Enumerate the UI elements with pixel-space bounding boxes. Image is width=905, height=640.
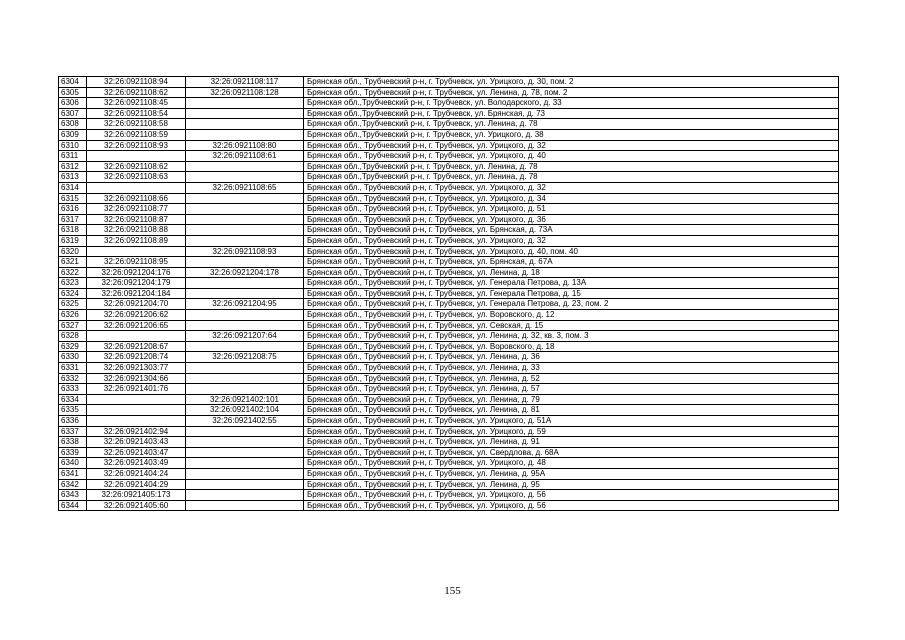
related-cadastral-number-cell: 32:26:0921108:65 (186, 182, 304, 193)
table-row (59, 267, 839, 278)
address-cell: Брянская обл., Трубчевский р-н, г. Трубчевск, ул. Урицкого, д. 36 (304, 214, 839, 225)
table-row (59, 172, 839, 183)
table-row (59, 352, 839, 363)
cadastral-number-cell: 32:26:0921403:43 (87, 437, 186, 448)
cadastral-number-cell: 32:26:0921304:66 (87, 373, 186, 384)
row-number-cell: 6335 (59, 405, 87, 416)
related-cadastral-number-cell (186, 235, 304, 246)
related-cadastral-number-cell (186, 341, 304, 352)
row-number-cell: 6328 (59, 331, 87, 342)
address-cell: Брянская обл.,Трубчевский р-н, г. Трубчевск, ул. Брянская, д. 73 (304, 108, 839, 119)
address-cell: Брянская обл., Трубчевский р-н, г. Трубчевск, ул. Севская, д. 15 (304, 320, 839, 331)
address-cell: Брянская обл., Трубчевский р-н, г. Трубчевск, ул. Урицкого, д. 34 (304, 193, 839, 204)
address-cell: Брянская обл., Трубчевский р-н, г. Трубчевск, ул. Ленина, д. 79 (304, 394, 839, 405)
row-number-cell: 6309 (59, 129, 87, 140)
table-row (59, 341, 839, 352)
cadastral-number-cell: 32:26:0921403:49 (87, 458, 186, 469)
cadastral-number-cell (87, 416, 186, 427)
table-row (59, 288, 839, 299)
address-cell: Брянская обл., Трубчевский р-н, г. Трубчевск, ул. Брянская, д. 73А (304, 225, 839, 236)
row-number-cell: 6321 (59, 257, 87, 268)
table-row (59, 278, 839, 289)
related-cadastral-number-cell (186, 490, 304, 501)
table-row (59, 193, 839, 204)
cadastral-number-cell: 32:26:0921206:65 (87, 320, 186, 331)
address-cell: Брянская обл., Трубчевский р-н, г. Трубчевск, ул. Ленина, д. 81 (304, 405, 839, 416)
address-cell: Брянская обл., Трубчевский р-н, г. Трубчевск, ул. Ленина, д. 78, пом. 2 (304, 87, 839, 98)
related-cadastral-number-cell (186, 161, 304, 172)
row-number-cell: 6314 (59, 182, 87, 193)
related-cadastral-number-cell: 32:26:0921207:64 (186, 331, 304, 342)
row-number-cell: 6327 (59, 320, 87, 331)
address-cell: Брянская обл., Трубчевский р-н, г. Трубчевск, ул. Урицкого, д. 32 (304, 182, 839, 193)
cadastral-number-cell: 32:26:0921108:66 (87, 193, 186, 204)
cadastral-number-cell: 32:26:0921108:62 (87, 161, 186, 172)
table-row (59, 246, 839, 257)
related-cadastral-number-cell (186, 193, 304, 204)
cadastral-number-cell: 32:26:0921204:184 (87, 288, 186, 299)
cadastral-number-cell: 32:26:0921108:63 (87, 172, 186, 183)
row-number-cell: 6330 (59, 352, 87, 363)
table-body (59, 77, 839, 511)
row-number-cell: 6306 (59, 98, 87, 109)
address-cell: Брянская обл., Трубчевский р-н, г. Трубчевск, ул. Урицкого, д. 30, пом. 2 (304, 77, 839, 88)
address-cell: Брянская обл., Трубчевский р-н, г. Трубчевск, ул. Урицкого, д. 56 (304, 490, 839, 501)
row-number-cell: 6329 (59, 341, 87, 352)
cadastral-number-cell: 32:26:0921405:173 (87, 490, 186, 501)
row-number-cell: 6344 (59, 500, 87, 511)
address-cell: Брянская обл., Трубчевский р-н, г. Трубчевск, ул. Ленина, д. 95А (304, 468, 839, 479)
related-cadastral-number-cell (186, 108, 304, 119)
related-cadastral-number-cell (186, 225, 304, 236)
related-cadastral-number-cell (186, 468, 304, 479)
cadastral-number-cell: 32:26:0921402:94 (87, 426, 186, 437)
address-cell: Брянская обл., Трубчевский р-н, г. Трубчевск, ул. Урицкого, д. 40 (304, 151, 839, 162)
related-cadastral-number-cell (186, 172, 304, 183)
row-number-cell: 6308 (59, 119, 87, 130)
related-cadastral-number-cell: 32:26:0921402:55 (186, 416, 304, 427)
row-number-cell: 6323 (59, 278, 87, 289)
cadastral-number-cell: 32:26:0921108:59 (87, 129, 186, 140)
cadastral-number-cell: 32:26:0921108:87 (87, 214, 186, 225)
table-row (59, 182, 839, 193)
address-cell: Брянская обл., Трубчевский р-н, г. Трубчевск, ул. Урицкого, д. 51А (304, 416, 839, 427)
table-row (59, 299, 839, 310)
table-row (59, 320, 839, 331)
row-number-cell: 6334 (59, 394, 87, 405)
cadastral-number-cell: 32:26:0921108:62 (87, 87, 186, 98)
row-number-cell: 6310 (59, 140, 87, 151)
address-cell: Брянская обл.,Трубчевский р-н, г. Трубчевск, ул. Урицкого, д. 38 (304, 129, 839, 140)
cadastral-number-cell: 32:26:0921404:24 (87, 468, 186, 479)
cadastral-number-cell: 32:26:0921108:95 (87, 257, 186, 268)
cadastral-number-cell: 32:26:0921405:60 (87, 500, 186, 511)
row-number-cell: 6312 (59, 161, 87, 172)
address-cell: Брянская обл., Трубчевский р-н, г. Трубчевск, ул. Брянская, д. 67А (304, 257, 839, 268)
table-row (59, 394, 839, 405)
table-row (59, 490, 839, 501)
cadastral-number-cell (87, 405, 186, 416)
address-cell: Брянская обл., Трубчевский р-н, г. Трубчевск, ул. Урицкого, д. 32 (304, 140, 839, 151)
related-cadastral-number-cell (186, 426, 304, 437)
table-row (59, 129, 839, 140)
row-number-cell: 6324 (59, 288, 87, 299)
row-number-cell: 6338 (59, 437, 87, 448)
cadastral-number-cell: 32:26:0921208:74 (87, 352, 186, 363)
related-cadastral-number-cell (186, 204, 304, 215)
address-cell: Брянская обл., Трубчевский р-н, г. Трубчевск, ул. Ленина, д. 33 (304, 363, 839, 374)
related-cadastral-number-cell: 32:26:0921108:117 (186, 77, 304, 88)
table-row (59, 161, 839, 172)
related-cadastral-number-cell (186, 129, 304, 140)
address-cell: Брянская обл., Трубчевский р-н, г. Трубчевск, ул. Ленина, д. 18 (304, 267, 839, 278)
table-row (59, 151, 839, 162)
address-cell: Брянская обл., Трубчевский р-н, г. Трубчевск, ул. Генерала Петрова, д. 13А (304, 278, 839, 289)
related-cadastral-number-cell (186, 500, 304, 511)
table-row (59, 331, 839, 342)
cadastral-number-cell: 32:26:0921206:62 (87, 310, 186, 321)
address-cell: Брянская обл., Трубчевский р-н, г. Трубчевск, ул. Ленина, д. 95 (304, 479, 839, 490)
related-cadastral-number-cell (186, 373, 304, 384)
table-row (59, 416, 839, 427)
cadastral-number-cell (87, 331, 186, 342)
row-number-cell: 6304 (59, 77, 87, 88)
cadastral-table (58, 76, 839, 511)
address-cell: Брянская обл.,Трубчевский р-н, г. Трубчевск, ул. Ленина, д. 78 (304, 161, 839, 172)
related-cadastral-number-cell: 32:26:0921402:104 (186, 405, 304, 416)
cadastral-number-cell (87, 246, 186, 257)
related-cadastral-number-cell: 32:26:0921402:101 (186, 394, 304, 405)
row-number-cell: 6318 (59, 225, 87, 236)
related-cadastral-number-cell (186, 320, 304, 331)
row-number-cell: 6337 (59, 426, 87, 437)
table-row (59, 77, 839, 88)
cadastral-number-cell: 32:26:0921403:47 (87, 447, 186, 458)
address-cell: Брянская обл., Трубчевский р-н, г. Трубчевск, ул. Урицкого, д. 32 (304, 235, 839, 246)
address-cell: Брянская обл., Трубчевский р-н, г. Трубчевск, ул. Ленина, д. 32, кв. 3, пом. 3 (304, 331, 839, 342)
address-cell: Брянская обл., Трубчевский р-н, г. Трубчевск, ул. Ленина, д. 52 (304, 373, 839, 384)
cadastral-number-cell: 32:26:0921404:29 (87, 479, 186, 490)
related-cadastral-number-cell: 32:26:0921208:75 (186, 352, 304, 363)
address-cell: Брянская обл., Трубчевский р-н, г. Трубчевск, ул. Ленина, д. 36 (304, 352, 839, 363)
table-row (59, 458, 839, 469)
related-cadastral-number-cell: 32:26:0921204:95 (186, 299, 304, 310)
related-cadastral-number-cell (186, 278, 304, 289)
table-row (59, 87, 839, 98)
related-cadastral-number-cell (186, 437, 304, 448)
row-number-cell: 6313 (59, 172, 87, 183)
row-number-cell: 6343 (59, 490, 87, 501)
page-number: 155 (444, 585, 461, 597)
related-cadastral-number-cell (186, 288, 304, 299)
row-number-cell: 6316 (59, 204, 87, 215)
table-row (59, 310, 839, 321)
row-number-cell: 6341 (59, 468, 87, 479)
table-row (59, 204, 839, 215)
table-row (59, 98, 839, 109)
table-row (59, 225, 839, 236)
table-row (59, 500, 839, 511)
row-number-cell: 6340 (59, 458, 87, 469)
cadastral-number-cell (87, 394, 186, 405)
table-row (59, 373, 839, 384)
address-cell: Брянская обл., Трубчевский р-н, г. Трубчевск, ул. Урицкого, д. 48 (304, 458, 839, 469)
cadastral-number-cell: 32:26:0921108:77 (87, 204, 186, 215)
address-cell: Брянская обл., Трубчевский р-н, г. Трубчевск, ул. Урицкого, д. 51 (304, 204, 839, 215)
cadastral-number-cell: 32:26:0921108:58 (87, 119, 186, 130)
row-number-cell: 6317 (59, 214, 87, 225)
table-row (59, 437, 839, 448)
table-row (59, 108, 839, 119)
address-cell: Брянская обл., Трубчевский р-н, г. Трубчевск, ул. Свердлова, д. 68А (304, 447, 839, 458)
table-row (59, 447, 839, 458)
related-cadastral-number-cell (186, 119, 304, 130)
cadastral-number-cell: 32:26:0921204:179 (87, 278, 186, 289)
related-cadastral-number-cell (186, 458, 304, 469)
related-cadastral-number-cell (186, 214, 304, 225)
cadastral-number-cell: 32:26:0921204:70 (87, 299, 186, 310)
address-cell: Брянская обл.,Трубчевский р-н, г. Трубчевск, ул. Володарского, д. 33 (304, 98, 839, 109)
related-cadastral-number-cell: 32:26:0921108:128 (186, 87, 304, 98)
related-cadastral-number-cell (186, 384, 304, 395)
address-cell: Брянская обл., Трубчевский р-н, г. Трубчевск, ул. Генерала Петрова, д. 23, пом. 2 (304, 299, 839, 310)
table-row (59, 426, 839, 437)
address-cell: Брянская обл., Трубчевский р-н, г. Трубчевск, ул. Генерала Петрова, д. 15 (304, 288, 839, 299)
address-cell: Брянская обл.,Трубчевский р-н, г. Трубчевск, ул. Ленина, д. 78 (304, 119, 839, 130)
related-cadastral-number-cell (186, 363, 304, 374)
row-number-cell: 6319 (59, 235, 87, 246)
row-number-cell: 6315 (59, 193, 87, 204)
cadastral-number-cell: 32:26:0921303:77 (87, 363, 186, 374)
related-cadastral-number-cell (186, 98, 304, 109)
row-number-cell: 6307 (59, 108, 87, 119)
row-number-cell: 6326 (59, 310, 87, 321)
table-row (59, 384, 839, 395)
cadastral-number-cell: 32:26:0921401:76 (87, 384, 186, 395)
table-row (59, 235, 839, 246)
address-cell: Брянская обл., Трубчевский р-н, г. Трубчевск, ул. Ленина, д. 57 (304, 384, 839, 395)
related-cadastral-number-cell (186, 257, 304, 268)
related-cadastral-number-cell: 32:26:0921204:178 (186, 267, 304, 278)
address-cell: Брянская обл., Трубчевский р-н, г. Трубчевск, ул. Урицкого, д. 40, пом. 40 (304, 246, 839, 257)
row-number-cell: 6331 (59, 363, 87, 374)
cadastral-number-cell: 32:26:0921108:93 (87, 140, 186, 151)
related-cadastral-number-cell: 32:26:0921108:80 (186, 140, 304, 151)
cadastral-number-cell: 32:26:0921108:45 (87, 98, 186, 109)
row-number-cell: 6333 (59, 384, 87, 395)
related-cadastral-number-cell: 32:26:0921108:61 (186, 151, 304, 162)
row-number-cell: 6311 (59, 151, 87, 162)
cadastral-number-cell: 32:26:0921108:88 (87, 225, 186, 236)
related-cadastral-number-cell: 32:26:0921108:93 (186, 246, 304, 257)
related-cadastral-number-cell (186, 310, 304, 321)
row-number-cell: 6339 (59, 447, 87, 458)
table-row (59, 257, 839, 268)
row-number-cell: 6342 (59, 479, 87, 490)
row-number-cell: 6322 (59, 267, 87, 278)
address-cell: Брянская обл., Трубчевский р-н, г. Трубчевск, ул. Воровского, д. 12 (304, 310, 839, 321)
row-number-cell: 6305 (59, 87, 87, 98)
cadastral-number-cell: 32:26:0921108:54 (87, 108, 186, 119)
related-cadastral-number-cell (186, 447, 304, 458)
cadastral-number-cell (87, 182, 186, 193)
cadastral-number-cell: 32:26:0921204:176 (87, 267, 186, 278)
table-row (59, 214, 839, 225)
table-row (59, 119, 839, 130)
address-cell: Брянская обл., Трубчевский р-н, г. Трубчевск, ул. Урицкого, д. 59 (304, 426, 839, 437)
cadastral-number-cell (87, 151, 186, 162)
row-number-cell: 6325 (59, 299, 87, 310)
address-cell: Брянская обл., Трубчевский р-н, г. Трубчевск, ул. Воровского, д. 18 (304, 341, 839, 352)
related-cadastral-number-cell (186, 479, 304, 490)
table-row (59, 468, 839, 479)
row-number-cell: 6332 (59, 373, 87, 384)
address-cell: Брянская обл.,Трубчевский р-н, г. Трубчевск, ул. Ленина, д. 78 (304, 172, 839, 183)
row-number-cell: 6320 (59, 246, 87, 257)
address-cell: Брянская обл., Трубчевский р-н, г. Трубчевск, ул. Урицкого, д. 56 (304, 500, 839, 511)
table-row (59, 363, 839, 374)
table-row (59, 140, 839, 151)
cadastral-number-cell: 32:26:0921108:89 (87, 235, 186, 246)
row-number-cell: 6336 (59, 416, 87, 427)
table-row (59, 479, 839, 490)
address-cell: Брянская обл., Трубчевский р-н, г. Трубчевск, ул. Ленина, д. 91 (304, 437, 839, 448)
cadastral-number-cell: 32:26:0921108:94 (87, 77, 186, 88)
cadastral-number-cell: 32:26:0921208:67 (87, 341, 186, 352)
table-row (59, 405, 839, 416)
